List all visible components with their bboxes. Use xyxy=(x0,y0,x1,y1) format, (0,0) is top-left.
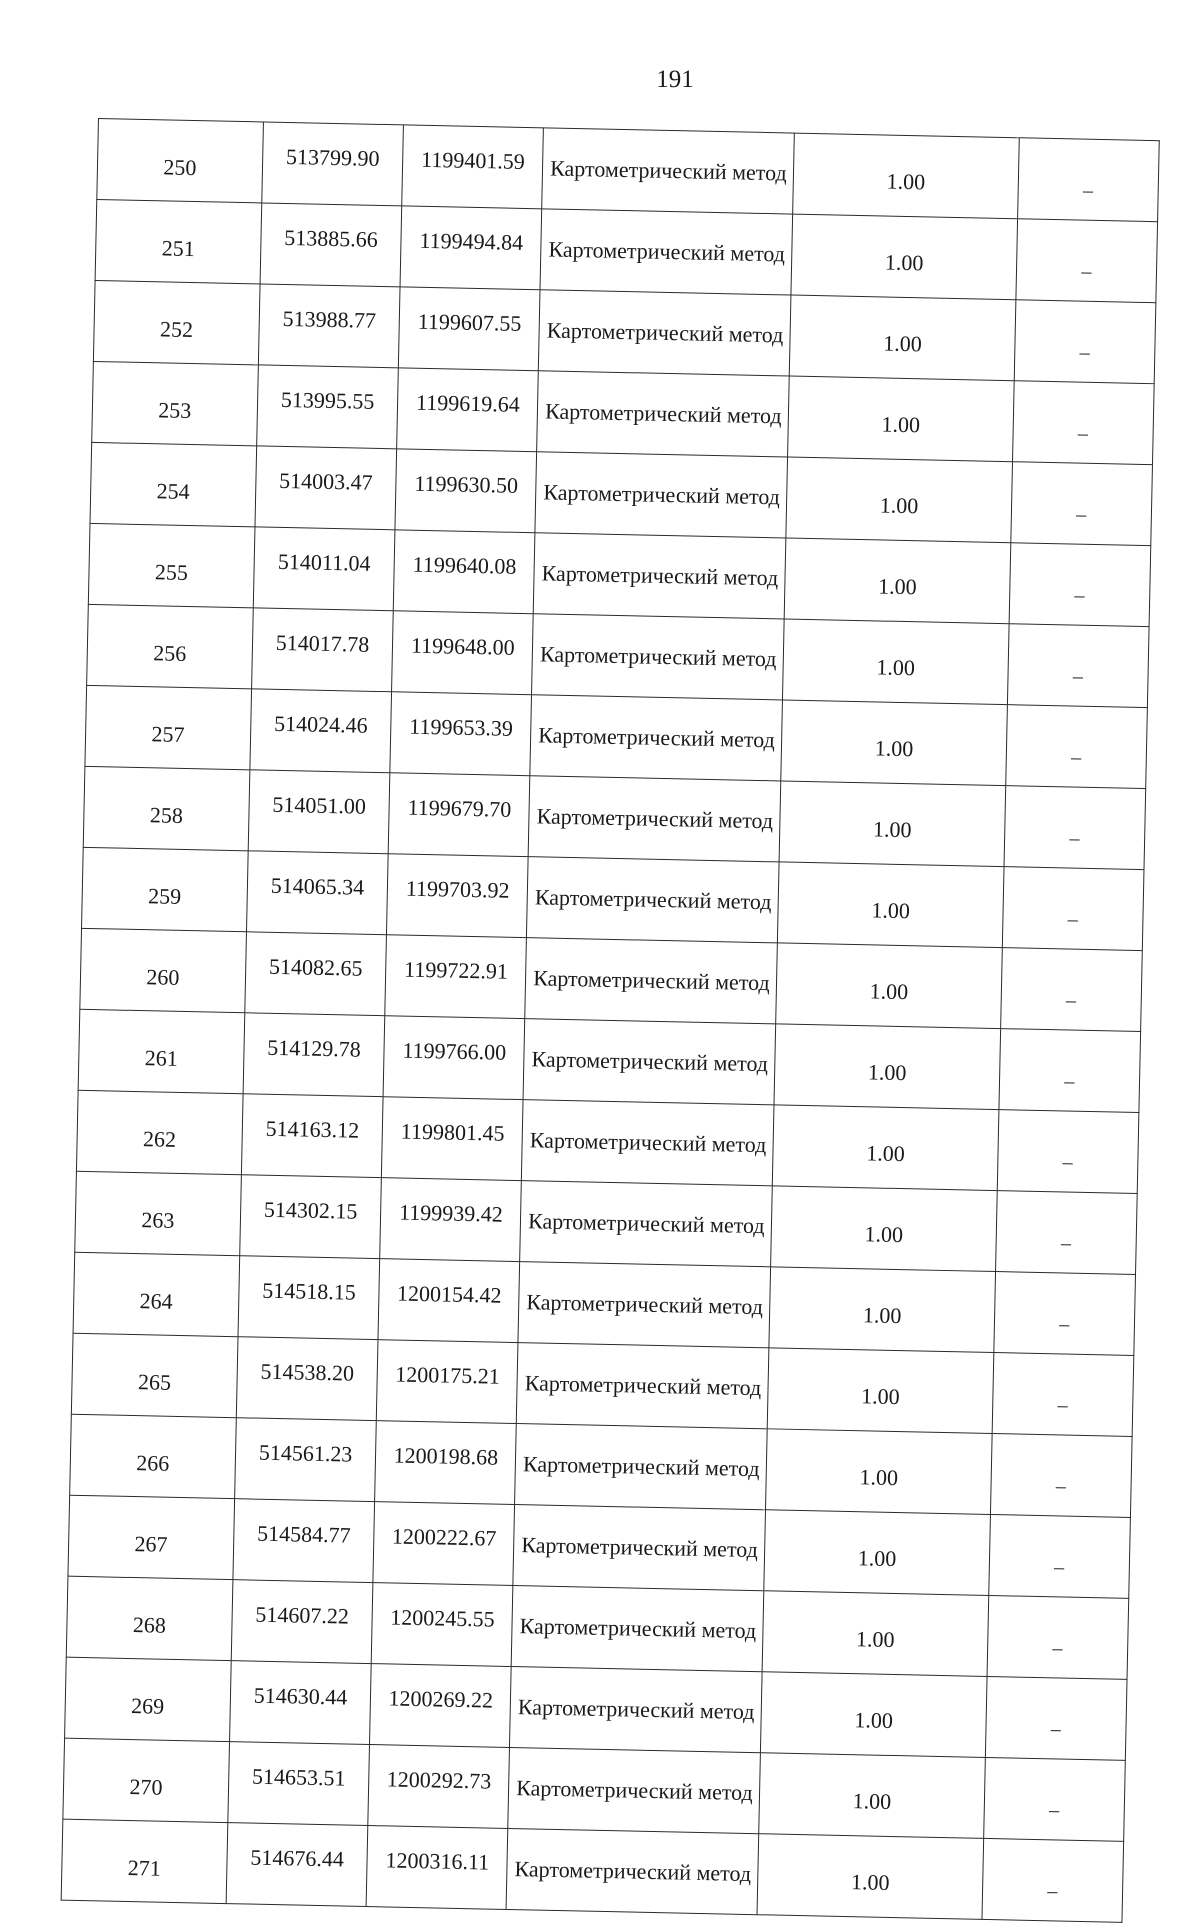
y-coordinate-cell xyxy=(373,1502,515,1586)
point-number-cell xyxy=(65,1657,232,1741)
point-number-cell xyxy=(85,685,252,769)
accuracy-cell xyxy=(783,619,1009,705)
accuracy-cell xyxy=(779,781,1005,867)
description-cell xyxy=(1000,948,1142,1032)
x-coordinate-text: 513995.55 xyxy=(280,386,375,414)
point-number-text: 265 xyxy=(137,1369,172,1395)
x-coordinate-text: 514082.65 xyxy=(268,953,363,981)
description-text: – xyxy=(1052,1637,1063,1660)
y-coordinate-cell xyxy=(402,125,544,209)
x-coordinate-text: 514017.78 xyxy=(275,629,370,657)
y-coordinate-cell xyxy=(397,368,539,452)
y-coordinate-cell xyxy=(371,1583,513,1667)
description-cell xyxy=(993,1272,1135,1356)
accuracy-text: 1.00 xyxy=(852,1788,892,1814)
y-coordinate-cell xyxy=(395,449,537,533)
method-text: Картометрический метод xyxy=(534,884,772,915)
point-number-cell xyxy=(68,1495,235,1579)
method-text: Картометрический метод xyxy=(539,641,777,672)
point-number-text: 251 xyxy=(161,235,195,261)
x-coordinate-cell xyxy=(234,1418,376,1502)
point-number-cell xyxy=(75,1171,242,1255)
x-coordinate-text: 514163.12 xyxy=(265,1115,360,1143)
description-cell xyxy=(1004,786,1146,870)
description-text: – xyxy=(1069,827,1080,850)
accuracy-cell xyxy=(781,700,1007,786)
description-cell xyxy=(992,1353,1134,1437)
y-coordinate-cell xyxy=(388,773,530,857)
accuracy-text: 1.00 xyxy=(884,249,924,276)
point-number-cell xyxy=(90,442,257,526)
description-cell xyxy=(985,1676,1127,1760)
accuracy-cell xyxy=(774,1024,1000,1110)
point-number-cell xyxy=(70,1414,237,1498)
method-text: Картометрический метод xyxy=(538,722,776,753)
accuracy-text: 1.00 xyxy=(867,1059,907,1086)
point-number-text: 250 xyxy=(163,154,197,180)
description-text: – xyxy=(1050,1718,1062,1741)
y-coordinate-cell xyxy=(376,1340,518,1424)
description-text: – xyxy=(1059,1313,1070,1336)
description-cell xyxy=(1007,624,1149,708)
x-coordinate-cell xyxy=(255,446,397,530)
point-number-text: 270 xyxy=(129,1773,163,1800)
method-cell xyxy=(510,1667,763,1753)
description-text: – xyxy=(1060,1232,1072,1255)
y-coordinate-text: 1200175.21 xyxy=(395,1361,501,1389)
method-text: Картометрический метод xyxy=(529,1127,767,1158)
y-coordinate-cell xyxy=(385,935,527,1019)
description-text: – xyxy=(1053,1556,1065,1579)
accuracy-cell xyxy=(757,1834,983,1920)
description-text: – xyxy=(1070,746,1082,769)
x-coordinate-cell xyxy=(253,527,395,611)
method-cell xyxy=(515,1424,768,1510)
method-cell xyxy=(508,1747,761,1833)
method-cell xyxy=(539,290,792,376)
description-cell xyxy=(1012,381,1154,465)
method-text: Картометрический метод xyxy=(524,1370,762,1401)
accuracy-cell xyxy=(761,1672,987,1758)
x-coordinate-text: 514011.04 xyxy=(277,548,371,576)
accuracy-text: 1.00 xyxy=(881,411,921,438)
y-coordinate-text: 1199722.91 xyxy=(403,956,509,984)
y-coordinate-cell xyxy=(380,1178,522,1262)
description-cell xyxy=(983,1757,1125,1841)
description-cell xyxy=(997,1110,1139,1194)
method-text: Картометрический метод xyxy=(517,1694,755,1725)
y-coordinate-text: 1200154.42 xyxy=(396,1280,502,1308)
point-number-text: 255 xyxy=(154,559,189,585)
method-cell xyxy=(513,1505,766,1591)
method-cell xyxy=(507,1828,760,1914)
point-number-text: 269 xyxy=(130,1692,165,1719)
accuracy-text: 1.00 xyxy=(869,978,909,1005)
y-coordinate-cell xyxy=(378,1259,520,1343)
accuracy-text: 1.00 xyxy=(874,735,914,762)
point-number-cell xyxy=(97,119,264,203)
description-text: – xyxy=(1055,1475,1067,1498)
page-number: 191 xyxy=(656,66,694,93)
point-number-cell xyxy=(66,1576,233,1660)
point-number-text: 268 xyxy=(132,1611,167,1638)
accuracy-cell xyxy=(766,1429,992,1515)
description-cell xyxy=(988,1514,1130,1598)
x-coordinate-cell xyxy=(246,851,388,935)
y-coordinate-text: 1200198.68 xyxy=(393,1442,499,1470)
y-coordinate-text: 1199703.92 xyxy=(405,875,510,903)
description-cell xyxy=(995,1191,1137,1275)
accuracy-cell xyxy=(788,376,1014,462)
method-text: Картометрический метод xyxy=(543,479,781,510)
method-cell xyxy=(542,128,795,214)
x-coordinate-text: 514538.20 xyxy=(260,1358,355,1386)
description-text: – xyxy=(1057,1394,1068,1417)
y-coordinate-cell xyxy=(387,854,529,938)
point-number-text: 257 xyxy=(151,721,185,747)
description-text: – xyxy=(1079,341,1090,364)
accuracy-text: 1.00 xyxy=(857,1545,897,1571)
x-coordinate-text: 514302.15 xyxy=(263,1196,358,1224)
accuracy-cell xyxy=(778,862,1004,948)
coordinates-table xyxy=(61,118,1160,1923)
x-coordinate-cell xyxy=(260,203,402,287)
point-number-text: 254 xyxy=(156,478,190,504)
point-number-text: 259 xyxy=(147,883,182,909)
description-text: – xyxy=(1047,1880,1058,1903)
description-cell xyxy=(990,1434,1132,1518)
x-coordinate-cell xyxy=(233,1499,375,1583)
y-coordinate-cell xyxy=(368,1745,510,1829)
accuracy-text: 1.00 xyxy=(864,1221,904,1248)
accuracy-text: 1.00 xyxy=(860,1383,900,1409)
description-cell xyxy=(987,1595,1129,1679)
description-cell xyxy=(1014,300,1156,384)
point-number-cell xyxy=(80,928,247,1012)
accuracy-cell xyxy=(771,1186,997,1272)
method-cell xyxy=(530,695,783,781)
x-coordinate-text: 514051.00 xyxy=(272,791,367,819)
description-cell xyxy=(1002,867,1144,951)
description-cell xyxy=(1010,462,1152,546)
point-number-cell xyxy=(82,847,249,931)
x-coordinate-cell xyxy=(241,1094,383,1178)
point-number-cell xyxy=(73,1252,240,1336)
point-number-text: 252 xyxy=(159,316,194,342)
point-number-cell xyxy=(76,1090,243,1174)
x-coordinate-text: 514024.46 xyxy=(273,710,368,738)
description-cell xyxy=(1016,219,1158,303)
y-coordinate-text: 1199494.84 xyxy=(419,227,524,255)
method-cell xyxy=(520,1181,773,1267)
accuracy-cell xyxy=(776,943,1002,1029)
x-coordinate-text: 514003.47 xyxy=(278,467,373,495)
x-coordinate-cell xyxy=(228,1742,370,1826)
y-coordinate-text: 1200245.55 xyxy=(389,1604,495,1632)
y-coordinate-cell xyxy=(366,1826,508,1910)
method-text: Картометрический метод xyxy=(544,398,782,429)
x-coordinate-cell xyxy=(229,1661,371,1745)
accuracy-cell xyxy=(793,133,1019,219)
point-number-cell xyxy=(95,199,262,283)
accuracy-text: 1.00 xyxy=(877,573,917,600)
accuracy-cell xyxy=(769,1267,995,1353)
y-coordinate-text: 1200292.73 xyxy=(386,1766,492,1794)
coordinates-table-body xyxy=(61,119,1159,1923)
point-number-text: 263 xyxy=(141,1207,175,1233)
method-cell xyxy=(522,1100,775,1186)
coordinates-table-wrapper xyxy=(61,118,1160,1923)
y-coordinate-cell xyxy=(370,1664,512,1748)
x-coordinate-cell xyxy=(226,1823,368,1907)
y-coordinate-text: 1199939.42 xyxy=(398,1199,504,1227)
accuracy-cell xyxy=(790,295,1016,381)
point-number-text: 271 xyxy=(127,1854,162,1881)
y-coordinate-cell xyxy=(392,611,534,695)
description-text: – xyxy=(1064,1070,1075,1093)
method-cell xyxy=(540,209,793,295)
accuracy-cell xyxy=(786,457,1012,543)
method-cell xyxy=(529,776,782,862)
method-text: Картометрический метод xyxy=(549,155,787,186)
y-coordinate-cell xyxy=(400,206,542,290)
method-text: Картометрический метод xyxy=(548,236,786,267)
description-cell xyxy=(982,1838,1124,1922)
point-number-text: 261 xyxy=(144,1045,179,1071)
method-text: Картометрический метод xyxy=(527,1208,765,1239)
y-coordinate-text: 1199607.55 xyxy=(417,308,522,336)
description-cell xyxy=(1009,543,1151,627)
accuracy-cell xyxy=(764,1510,990,1596)
y-coordinate-text: 1199648.00 xyxy=(410,632,515,660)
y-coordinate-cell xyxy=(393,530,535,614)
method-text: Картометрический метод xyxy=(514,1856,752,1886)
y-coordinate-cell xyxy=(375,1421,517,1505)
point-number-text: 260 xyxy=(146,964,180,990)
method-text: Картометрический метод xyxy=(531,1046,769,1077)
y-coordinate-text: 1199766.00 xyxy=(402,1037,507,1065)
point-number-cell xyxy=(88,523,255,607)
x-coordinate-text: 513988.77 xyxy=(282,305,377,333)
point-number-text: 266 xyxy=(136,1450,170,1476)
method-cell xyxy=(512,1586,765,1672)
accuracy-cell xyxy=(768,1348,994,1434)
accuracy-cell xyxy=(762,1591,988,1677)
point-number-text: 253 xyxy=(158,397,192,423)
accuracy-cell xyxy=(785,538,1011,624)
accuracy-cell xyxy=(773,1105,999,1191)
y-coordinate-text: 1199619.64 xyxy=(415,389,521,417)
accuracy-text: 1.00 xyxy=(855,1626,895,1652)
method-text: Картометрический метод xyxy=(546,317,784,348)
x-coordinate-text: 514630.44 xyxy=(253,1682,348,1710)
method-cell xyxy=(537,371,790,457)
accuracy-text: 1.00 xyxy=(886,168,926,195)
x-coordinate-text: 514607.22 xyxy=(255,1601,350,1629)
description-text: – xyxy=(1048,1799,1060,1822)
x-coordinate-cell xyxy=(238,1256,380,1340)
x-coordinate-cell xyxy=(240,1175,382,1259)
y-coordinate-text: 1200222.67 xyxy=(391,1523,497,1551)
point-number-cell xyxy=(61,1819,228,1903)
description-text: – xyxy=(1062,1151,1073,1174)
description-cell xyxy=(999,1029,1141,1113)
method-cell xyxy=(518,1262,771,1348)
y-coordinate-text: 1199679.70 xyxy=(407,794,512,822)
x-coordinate-cell xyxy=(248,770,390,854)
x-coordinate-cell xyxy=(243,1013,385,1097)
accuracy-text: 1.00 xyxy=(866,1140,906,1167)
method-cell xyxy=(534,533,787,619)
accuracy-text: 1.00 xyxy=(882,330,922,357)
point-number-cell xyxy=(78,1009,245,1093)
accuracy-text: 1.00 xyxy=(854,1707,894,1733)
x-coordinate-cell xyxy=(258,284,400,368)
y-coordinate-text: 1199640.08 xyxy=(412,551,517,579)
accuracy-text: 1.00 xyxy=(872,816,912,843)
point-number-cell xyxy=(92,361,259,445)
y-coordinate-text: 1199630.50 xyxy=(414,470,519,498)
point-number-cell xyxy=(83,766,250,850)
method-cell xyxy=(532,614,785,700)
x-coordinate-text: 514561.23 xyxy=(258,1439,353,1467)
y-coordinate-cell xyxy=(382,1097,524,1181)
point-number-cell xyxy=(93,280,260,364)
accuracy-text: 1.00 xyxy=(850,1869,890,1895)
y-coordinate-cell xyxy=(390,692,532,776)
accuracy-text: 1.00 xyxy=(871,897,911,924)
y-coordinate-text: 1200316.11 xyxy=(385,1847,490,1875)
accuracy-cell xyxy=(791,214,1017,300)
point-number-text: 267 xyxy=(134,1530,168,1557)
y-coordinate-text: 1199401.59 xyxy=(420,146,526,174)
point-number-cell xyxy=(87,604,254,688)
description-cell xyxy=(1005,705,1147,789)
accuracy-text: 1.00 xyxy=(879,492,919,519)
method-text: Картометрический метод xyxy=(521,1532,759,1563)
method-text: Картометрический метод xyxy=(541,560,779,591)
description-cell xyxy=(1017,138,1159,222)
y-coordinate-cell xyxy=(399,287,541,371)
method-text: Картометрический метод xyxy=(532,965,771,996)
x-coordinate-text: 514065.34 xyxy=(270,872,365,900)
method-text: Картометрический метод xyxy=(522,1451,760,1482)
point-number-text: 262 xyxy=(142,1126,177,1152)
x-coordinate-text: 514584.77 xyxy=(256,1520,351,1548)
accuracy-text: 1.00 xyxy=(876,654,916,681)
point-number-text: 264 xyxy=(139,1288,173,1314)
y-coordinate-text: 1199801.45 xyxy=(400,1118,505,1146)
y-coordinate-text: 1200269.22 xyxy=(388,1685,494,1713)
x-coordinate-cell xyxy=(251,608,393,692)
x-coordinate-text: 513885.66 xyxy=(284,224,379,252)
x-coordinate-text: 514518.15 xyxy=(261,1277,356,1305)
method-cell xyxy=(525,938,778,1024)
description-text: – xyxy=(1072,665,1084,688)
description-text: – xyxy=(1074,584,1085,607)
accuracy-text: 1.00 xyxy=(859,1464,899,1490)
method-cell xyxy=(535,452,788,538)
method-cell xyxy=(524,1019,777,1105)
description-text: – xyxy=(1076,503,1087,526)
y-coordinate-text: 1199653.39 xyxy=(409,713,514,741)
x-coordinate-cell xyxy=(245,932,387,1016)
description-text: – xyxy=(1077,422,1089,445)
description-text: – xyxy=(1065,989,1077,1012)
x-coordinate-cell xyxy=(262,122,404,206)
x-coordinate-cell xyxy=(250,689,392,773)
x-coordinate-cell xyxy=(257,365,399,449)
description-text: – xyxy=(1067,908,1078,931)
accuracy-cell xyxy=(759,1753,985,1839)
point-number-text: 258 xyxy=(149,802,184,828)
x-coordinate-text: 514653.51 xyxy=(251,1763,346,1791)
method-text: Картометрический метод xyxy=(536,803,774,834)
x-coordinate-text: 514676.44 xyxy=(250,1844,345,1872)
method-cell xyxy=(517,1343,770,1429)
x-coordinate-cell xyxy=(236,1337,378,1421)
point-number-cell xyxy=(63,1738,230,1822)
y-coordinate-cell xyxy=(383,1016,525,1100)
method-text: Картометрический метод xyxy=(516,1775,754,1805)
point-number-text: 256 xyxy=(152,640,187,666)
description-text: – xyxy=(1081,260,1092,283)
method-text: Картометрический метод xyxy=(526,1289,764,1320)
method-cell xyxy=(527,857,780,943)
point-number-cell xyxy=(71,1333,238,1417)
x-coordinate-text: 513799.90 xyxy=(285,143,380,171)
x-coordinate-cell xyxy=(231,1580,373,1664)
x-coordinate-text: 514129.78 xyxy=(267,1034,362,1062)
method-text: Картометрический метод xyxy=(519,1613,757,1644)
description-text: – xyxy=(1082,179,1094,202)
accuracy-text: 1.00 xyxy=(862,1302,902,1328)
